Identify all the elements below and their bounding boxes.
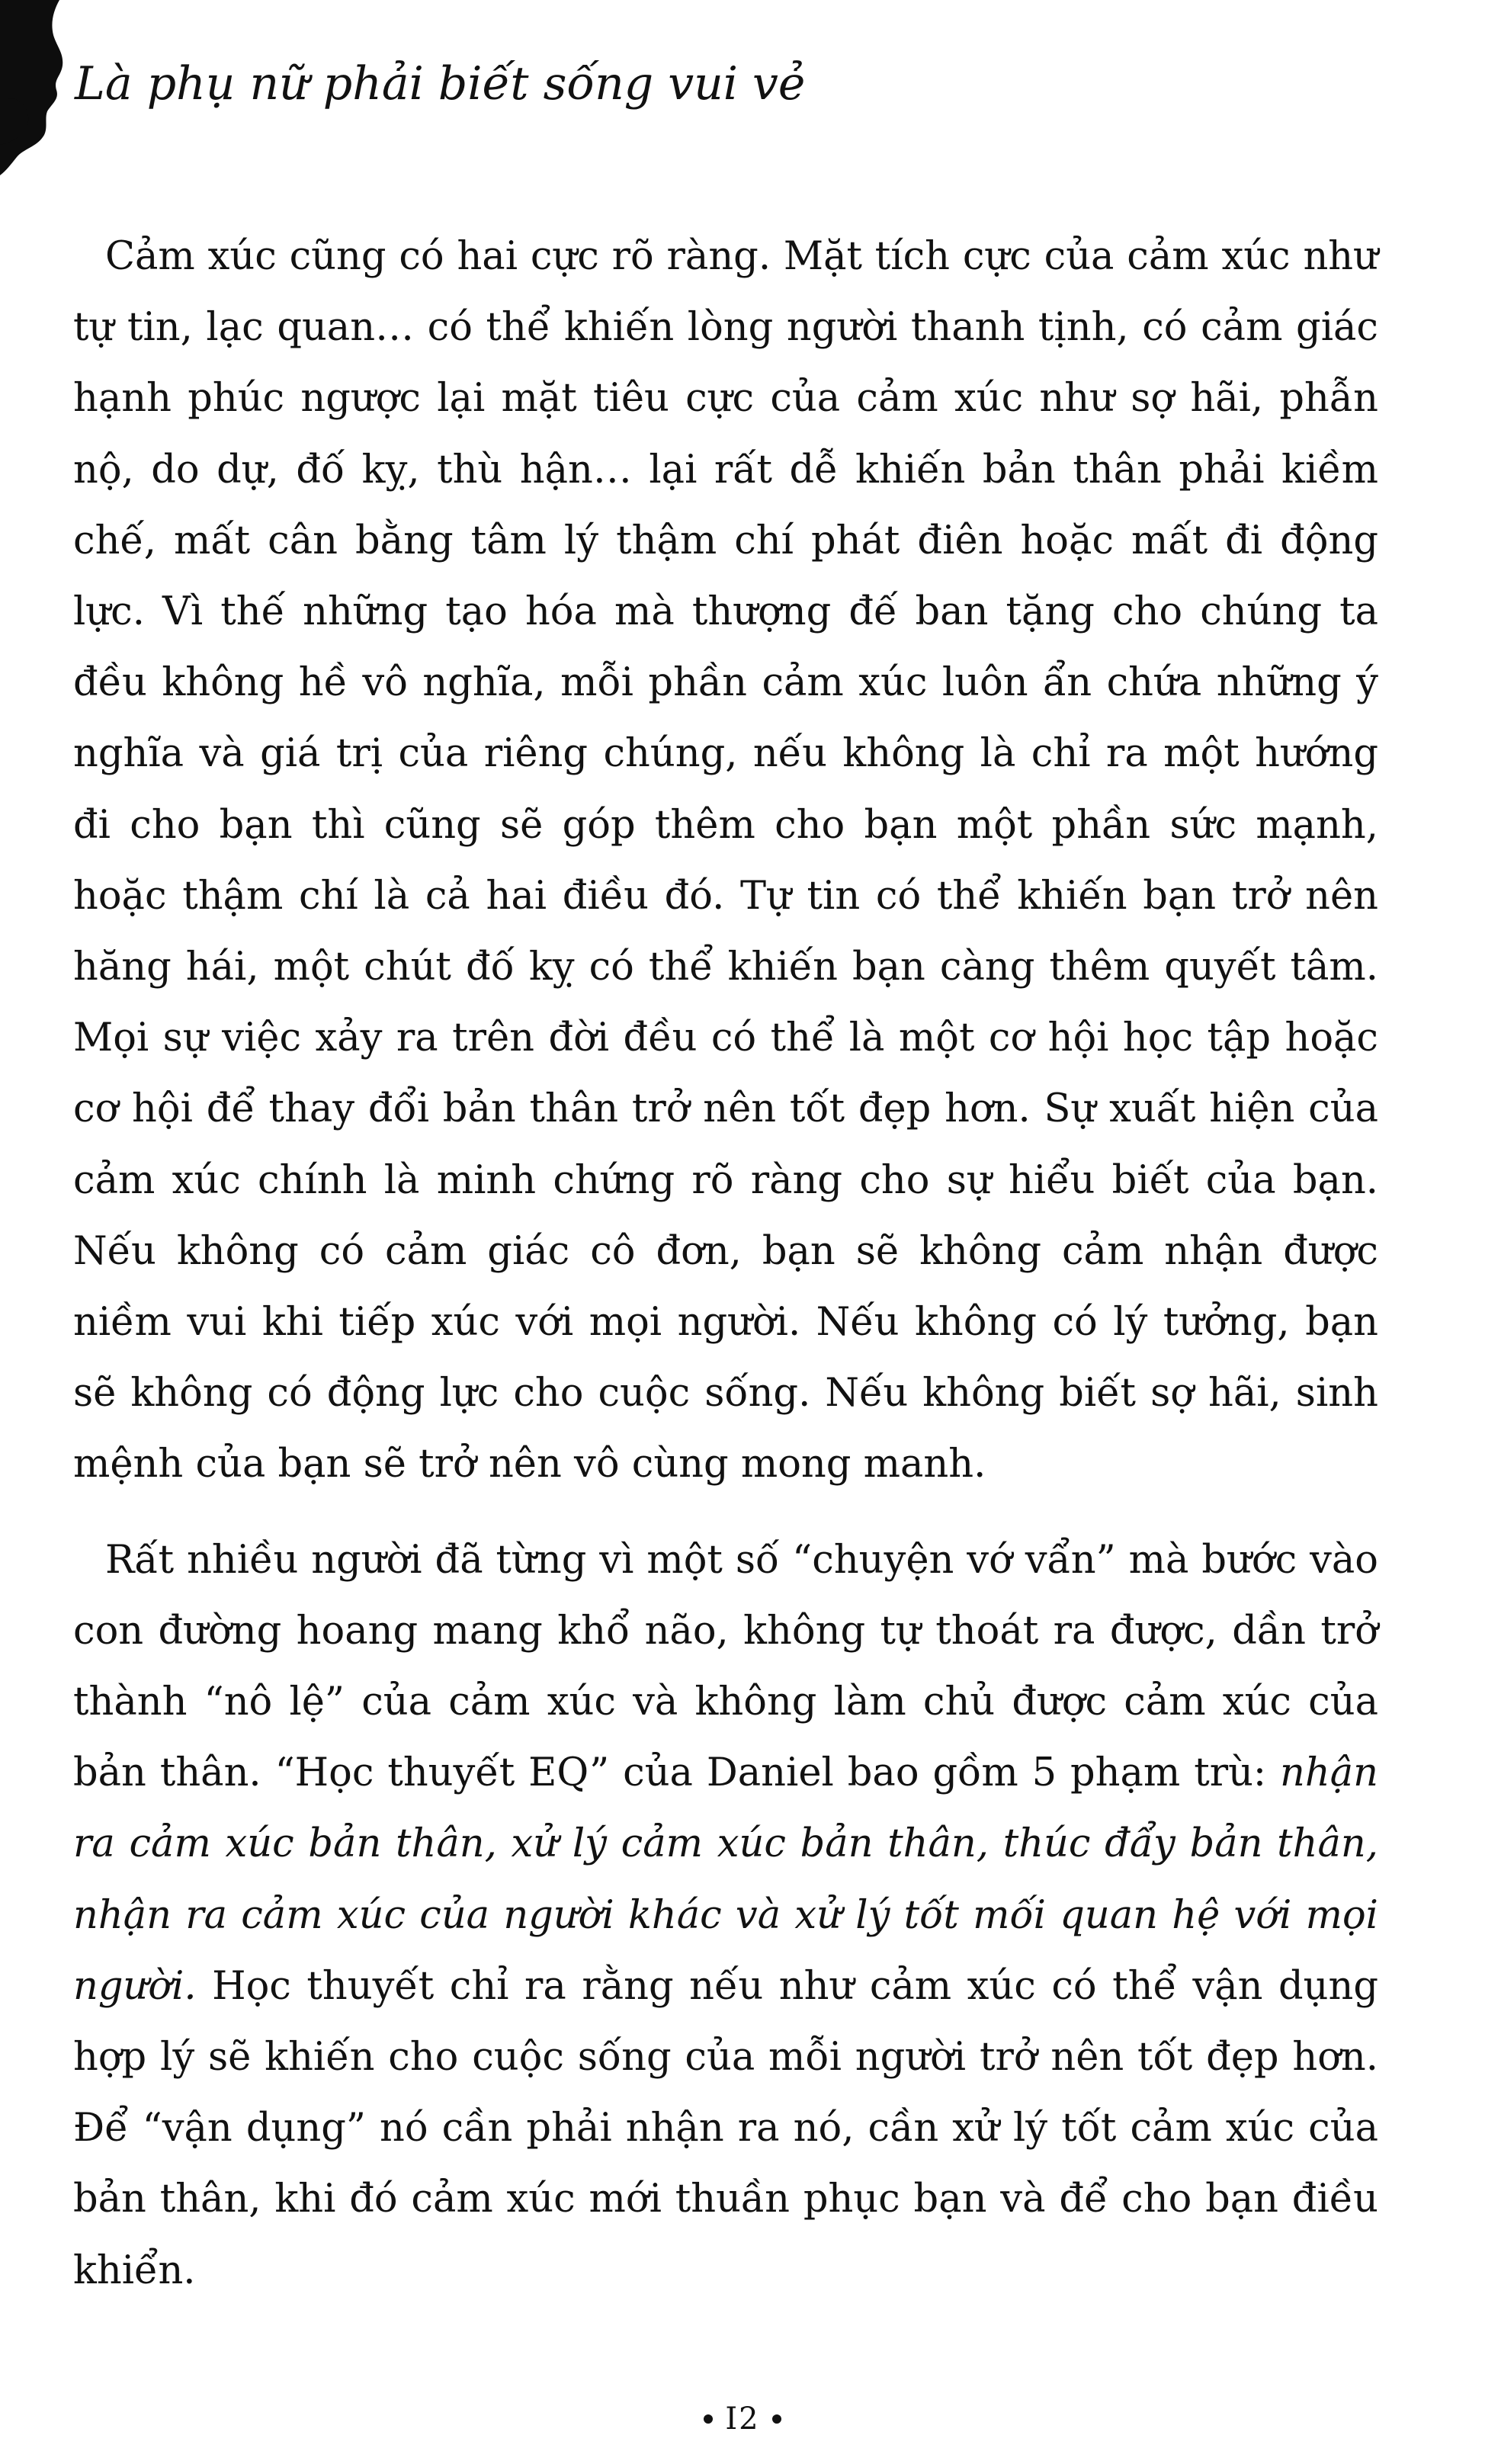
paragraph bbox=[73, 221, 1378, 1500]
paragraph bbox=[73, 1525, 1378, 2306]
text-segment: Học thuyết chỉ ra rằng nếu như cảm xúc có thể vận dụng hợp lý sẽ khiến cho cuộc sống của mỗi người trở nên tốt đẹp hơn. Để “vận dụng” nó cần phải nhận ra nó, cần xử lý tốt cảm xúc của bản thân, khi đó cảm xúc mới thuần phục bạn và để cho bạn điều khiển. bbox=[73, 1963, 1378, 2293]
body-text bbox=[73, 221, 1378, 2306]
bullet-dot-icon bbox=[772, 2414, 781, 2424]
page-number-label: I2 bbox=[725, 2401, 760, 2437]
text-segment: Rất nhiều người đã từng vì một số “chuyện vớ vẩn” mà bước vào con đường hoang mang khổ não, không tự thoát ra được, dần trở thành “nô lệ” của cảm xúc và không làm chủ được cảm xúc của bản thân. “Học thuyết EQ” của Daniel bao gồm 5 phạm trù: bbox=[73, 1537, 1378, 1796]
italic-text-segment: nhận ra cảm xúc bản thân, xử lý cảm xúc bản thân, thúc đẩy bản thân, nhận ra cảm xúc của người khác và xử lý tốt mối quan hệ với mọi người. bbox=[73, 1750, 1378, 2009]
text-segment: Cảm xúc cũng có hai cực rõ ràng. Mặt tích cực của cảm xúc như tự tin, lạc quan… có thể khiến lòng người thanh tịnh, có cảm giác hạnh phúc ngược lại mặt tiêu cực của cảm xúc như sợ hãi, phẫn nộ, do dự, đố kỵ, thù hận… lại rất dễ khiến bản thân phải kiềm chế, mất cân bằng tâm lý thậm chí phát điên hoặc mất đi động lực. Vì thế những tạo hóa mà thượng đế ban tặng cho chúng ta đều không hề vô nghĩa, mỗi phần cảm xúc luôn ẩn chứa những ý nghĩa và giá trị của riêng chúng, nếu không là chỉ ra một hướng đi cho bạn thì cũng sẽ góp thêm cho bạn một phần sức mạnh, hoặc thậm chí là cả hai điều đó. Tự tin có thể khiến bạn trở nên hăng hái, một chút đố kỵ có thể khiến bạn càng thêm quyết tâm. Mọi sự việc xảy ra trên đời đều có thể là một cơ hội học tập hoặc cơ hội để thay đổi bản thân trở nên tốt đẹp hơn. Sự xuất hiện của cảm xúc chính là minh chứng rõ ràng cho sự hiểu biết của bạn. Nếu không có cảm giác cô đơn, bạn sẽ không cảm nhận được niềm vui khi tiếp xúc với mọi người. Nếu không có lý tưởng, bạn sẽ không có động lực cho cuộc sống. Nếu không biết sợ hãi, sinh mệnh của bạn sẽ trở nên vô cùng mong manh. bbox=[73, 234, 1378, 1487]
running-header: Là phụ nữ phải biết sống vui vẻ bbox=[75, 57, 806, 111]
page-number bbox=[0, 2396, 1485, 2442]
bullet-dot-icon bbox=[704, 2414, 713, 2424]
